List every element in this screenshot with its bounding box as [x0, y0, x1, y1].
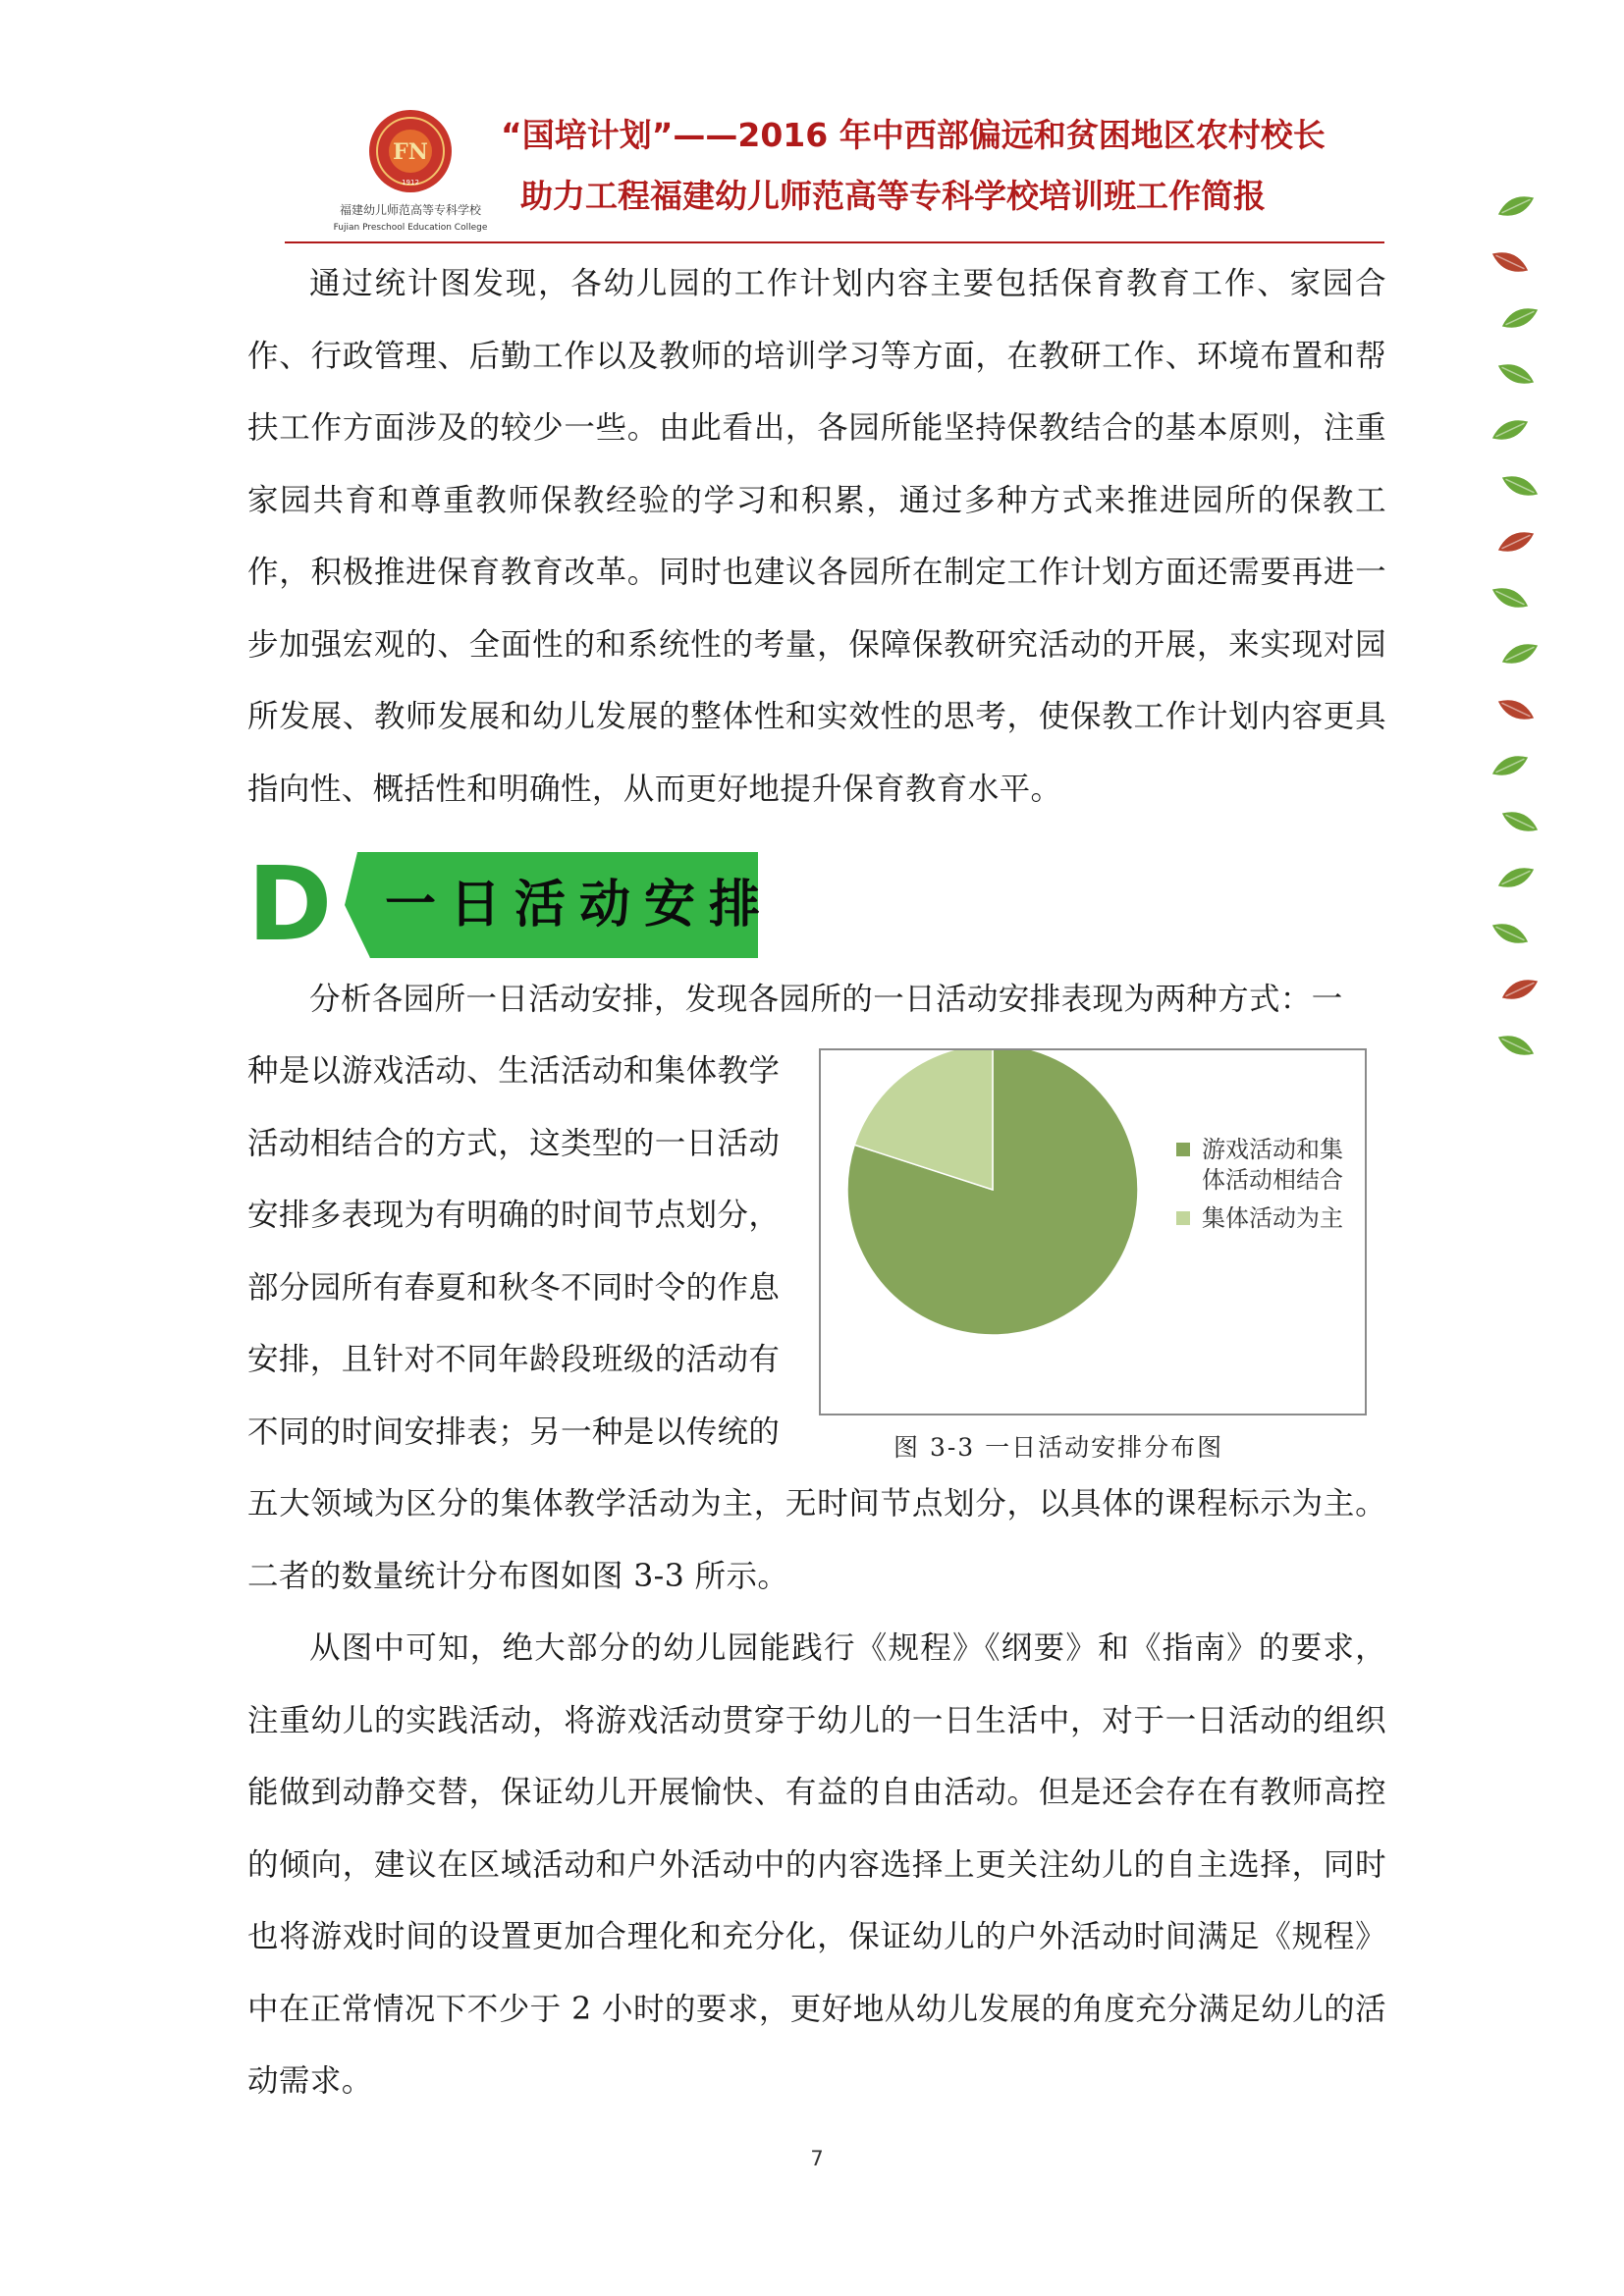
leaf-decoration	[1483, 167, 1571, 1099]
chart-legend	[1176, 1135, 1353, 1242]
logo-school-name-en: Fujian Preschool Education College	[333, 223, 488, 233]
chart-caption: 图 3-3 一日活动安排分布图	[893, 1433, 1224, 1462]
paragraph-activity-first-line: 分析各园所一日活动安排，发现各园所的一日活动安排表现为两种方式：一	[309, 982, 1343, 1017]
wrapped-line: 活动相结合的方式，这类型的一日活动	[247, 1125, 781, 1161]
section-letter: D	[247, 844, 333, 964]
paragraph-activity-rest: 五大领域为区分的集体教学活动为主，无时间节点划分，以具体的课程标示为主。二者的数量统计分布图如图 3-3 所示。	[247, 1486, 1386, 1594]
paragraph-summary: 通过统计图发现，各幼儿园的工作计划内容主要包括保育教育工作、家园合作、行政管理、后勤工作以及教师的培训学习等方面，在教研工作、环境布置和帮扶工作方面涉及的较少一些。由此看出，各园所能坚持保教结合的基本原则，注重家园共育和尊重教师保教经验的学习和积累，通过多种方式来推进园所的保教工作，积极推进保育教育改革。同时也建议各园所在制定工作计划方面还需要再进一步加强宏观的、全面性的和系统性的考量，保障保教研究活动的开展，来实现对园所发展、教师发展和幼儿发展的整体性和实效性的思考，使保教工作计划内容更具指向性、概括性和明确性，从而更好地提升保育教育水平。	[247, 266, 1386, 807]
header-divider	[285, 241, 1384, 243]
header-title-line-1: “国培计划”——2016 年中西部偏远和贫困地区农村校长	[501, 116, 1326, 154]
legend-item	[1176, 1203, 1353, 1234]
wrapped-line: 安排多表现为有明确的时间节点划分，	[247, 1198, 781, 1233]
wrapped-line: 不同的时间安排表；另一种是以传统的	[247, 1414, 781, 1450]
logo-year: 1912	[402, 179, 419, 187]
section-banner	[247, 846, 778, 966]
paragraph-activity-wrapped	[247, 1036, 817, 1468]
svg-text:FN: FN	[393, 139, 428, 165]
page-number: 7	[810, 2147, 824, 2170]
paragraph-conclusion: 从图中可知，绝大部分的幼儿园能践行《规程》《纲要》和《指南》的要求，注重幼儿的实践活动，将游戏活动贯穿于幼儿的一日生活中，对于一日活动的组织能做到动静交替，保证幼儿开展愉快、有益的自由活动。但是还会存在有教师高控的倾向，建议在区域活动和户外活动中的内容选择上更关注幼儿的自主选择，同时也将游戏时间的设置更加合理化和充分化，保证幼儿的户外活动时间满足《规程》中在正常情况下不少于 2 小时的要求，更好地从幼儿发展的角度充分满足幼儿的活动需求。	[247, 1630, 1386, 2099]
wrapped-line: 种是以游戏活动、生活活动和集体教学	[247, 1053, 781, 1089]
logo-school-name-cn: 福建幼儿师范高等专科学校	[339, 203, 482, 217]
legend-label: 集体活动为主	[1202, 1204, 1343, 1232]
school-logo	[312, 108, 509, 245]
legend-item	[1176, 1135, 1353, 1196]
wrapped-line: 部分园所有春夏和秋冬不同时令的作息	[247, 1269, 781, 1306]
pie-chart	[819, 1048, 1367, 1415]
header-title-line-2: 助力工程福建幼儿师范高等专科学校培训班工作简报	[520, 177, 1266, 215]
wrapped-line: 安排，且针对不同年龄段班级的活动有	[247, 1342, 781, 1377]
legend-swatch	[1176, 1211, 1190, 1225]
legend-label: 游戏活动和集体活动相结合	[1202, 1136, 1343, 1194]
legend-swatch	[1176, 1143, 1190, 1156]
section-title: 一日活动安排	[385, 876, 775, 934]
